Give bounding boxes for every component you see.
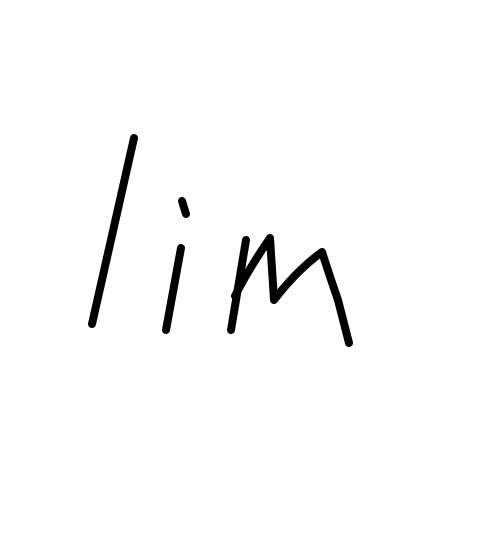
letter-l [92, 138, 134, 324]
letter-m [231, 238, 349, 343]
letter-i-stem [166, 248, 181, 330]
letter-i-dot [182, 201, 186, 214]
